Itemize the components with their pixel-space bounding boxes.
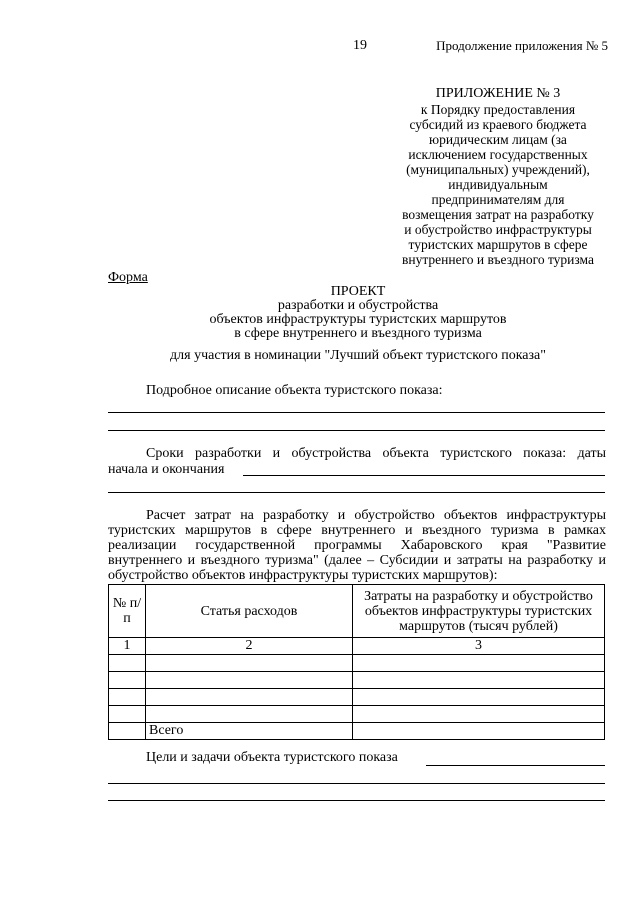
appendix-line: возмещения затрат на разработку	[402, 207, 594, 222]
header-number: № п/п	[109, 585, 146, 638]
appendix-line: индивидуальным	[448, 177, 548, 192]
appendix-line: субсидий из краевого бюджета	[409, 117, 587, 132]
table-total-row	[109, 723, 605, 740]
table-cell[interactable]	[109, 672, 146, 689]
project-line: разработки и обустройства	[277, 298, 439, 313]
table-cell[interactable]	[353, 689, 605, 706]
terms-label-continued: начала и окончания	[108, 462, 225, 477]
terms-input-line[interactable]	[243, 475, 605, 476]
description-line-1[interactable]	[108, 412, 605, 413]
appendix-line: (муниципальных) учреждений),	[406, 162, 590, 177]
header-expense-item: Статья расходов	[146, 585, 353, 638]
project-title-block	[108, 285, 608, 341]
table-row	[109, 706, 605, 723]
table-cell[interactable]	[353, 706, 605, 723]
appendix-line: внутреннего и въездного туризма	[402, 252, 594, 267]
table-cell[interactable]	[146, 655, 353, 672]
total-label: Всего	[146, 723, 353, 740]
calc-text: Расчет затрат на разработку и обустройство объектов инфраструктуры туристских маршрутов в сфере внутреннего и въездного туризма в рамках реализации государственной программы Хабаровского края "Развитие внутреннего и въездного туризма" (далее – Субсидии и затраты на разработку и обустройство объектов инфраструктуры туристских маршрутов):	[108, 508, 606, 583]
table-cell[interactable]	[146, 706, 353, 723]
table-cell[interactable]	[146, 689, 353, 706]
numbering-cell: 3	[353, 638, 605, 655]
appendix-line: туристских маршрутов в сфере	[408, 237, 588, 252]
page-number: 19	[353, 38, 367, 53]
appendix-line: и обустройство инфраструктуры	[404, 222, 592, 237]
table-cell[interactable]	[109, 689, 146, 706]
table-cell[interactable]	[353, 655, 605, 672]
goals-line-2[interactable]	[108, 783, 605, 784]
goals-input-line[interactable]	[426, 765, 605, 766]
appendix-line: предпринимателям для	[431, 192, 565, 207]
header-costs: Затраты на разработку и обустройство объектов инфраструктуры туристских маршрутов (тысяч рублей)	[353, 585, 605, 638]
form-label: Форма	[108, 270, 148, 285]
terms-label: Сроки разработки и обустройства объекта туристского показа: даты	[146, 446, 606, 461]
terms-line-2[interactable]	[108, 492, 605, 493]
table-cell[interactable]	[109, 723, 146, 740]
project-line: в сфере внутреннего и въездного туризма	[234, 326, 482, 341]
total-value-cell[interactable]	[353, 723, 605, 740]
goals-label: Цели и задачи объекта туристского показа	[146, 750, 398, 765]
table-row	[109, 672, 605, 689]
table-header-row	[109, 585, 605, 638]
goals-line-3[interactable]	[108, 800, 605, 801]
appendix-line: юридическим лицам (за	[429, 132, 567, 147]
table-cell[interactable]	[109, 706, 146, 723]
description-line-2[interactable]	[108, 430, 605, 431]
appendix-line: к Порядку предоставления	[420, 102, 576, 117]
appendix-block	[372, 86, 624, 267]
description-label: Подробное описание объекта туристского показа:	[146, 383, 443, 398]
appendix-title: ПРИЛОЖЕНИЕ № 3	[435, 86, 561, 101]
numbering-cell: 2	[146, 638, 353, 655]
table-row	[109, 689, 605, 706]
table-cell[interactable]	[109, 655, 146, 672]
appendix-line: исключением государственных	[408, 147, 588, 162]
nomination-text: для участия в номинации "Лучший объект туристского показа"	[170, 348, 546, 363]
table-numbering-row	[109, 638, 605, 655]
table-cell[interactable]	[353, 672, 605, 689]
table-cell[interactable]	[146, 672, 353, 689]
continuation-note: Продолжение приложения № 5	[436, 38, 608, 53]
table-row	[109, 655, 605, 672]
project-line: объектов инфраструктуры туристских маршрутов	[209, 312, 507, 327]
project-title: ПРОЕКТ	[330, 284, 386, 299]
numbering-cell: 1	[109, 638, 146, 655]
costs-table	[108, 584, 605, 740]
